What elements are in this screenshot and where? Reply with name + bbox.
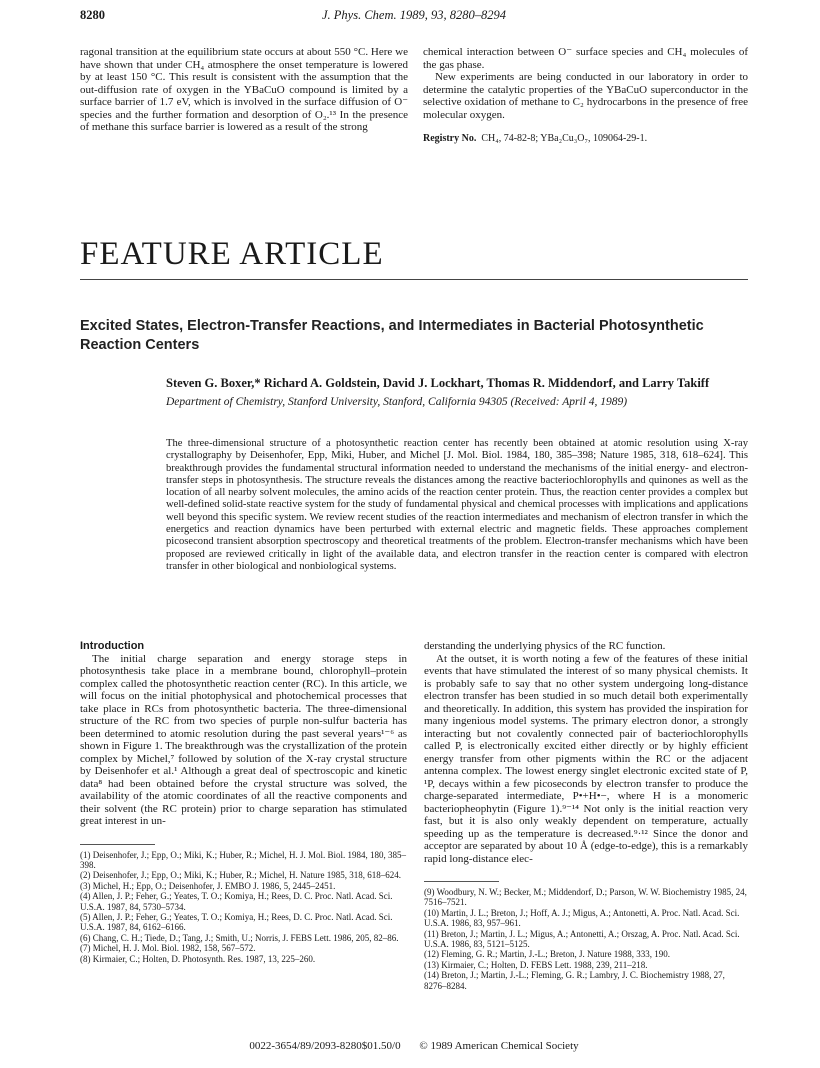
footnote: (6) Chang, C. H.; Tiede, D.; Tang, J.; Smith, U.; Norris, J. FEBS Lett. 1986, 205, 82–86.	[80, 932, 399, 943]
footnote: (11) Breton, J.; Martin, J. L.; Migus, A.; Antonetti, A.; Orszag, A. Proc. Natl. Acad. Sci. U.S.A. 1986, 83, 5121–5125.	[424, 928, 740, 950]
body-paragraph: At the outset, it is worth noting a few of the features of these initial events that have stimulated the interest of so many physical chemists. It is probably safe to say that no other system undergoing long-distance electron transfer has been studied in so much detail both experimentally and theoretically. In addition, this system has provided the inspiration for many ingenious model systems. The primary electron donor, a strongly interacting but not covalently connected pair of bacteriochlorophylls called P, is electronically excited either directly or by highly efficient energy transfer from other pigments within the RC or the adjacent antenna complex. The lowest energy singlet electronic excited state of P, ¹P, decays within a few picoseconds by electron transfer to produce the charge-separated intermediate, P•+H•−, where H is a monomeric bacteriopheophytin (Figure 1).⁹⁻¹⁴ Not only is the initial reaction very fast, but it is also only weakly dependent on temperature, actually speeding up as the temperature is decreased.⁹·¹² Since the donor and acceptor are separated by about 10 Å (edge-to-edge), this is a remarkably rapid long-distance elec-	[424, 652, 748, 865]
article-code: 0022-3654/89/2093-8280$01.50/0	[249, 1040, 401, 1052]
registry-values: CH₄, 74-82-8; YBa₂Cu₃O₇, 109064-29-1.	[481, 133, 648, 144]
footnote-rule	[424, 881, 499, 882]
copyright-notice: © 1989 American Chemical Society	[419, 1040, 579, 1052]
footnote: (10) Martin, J. L.; Breton, J.; Hoff, A. J.; Migus, A.; Antonetti, A. Proc. Natl. Acad. Sci. U.S.A. 1986, 83, 957–961.	[424, 907, 740, 929]
footnote: (5) Allen, J. P.; Feher, G.; Yeates, T. O.; Komiya, H.; Rees, D. C. Proc. Natl. Acad. Sci. U.S.A. 1987, 84, 6162–6166.	[80, 911, 393, 933]
registry-numbers	[423, 133, 748, 146]
body-paragraph: derstanding the underlying physics of the RC function.	[424, 640, 666, 652]
previous-article-paragraph: chemical interaction between O⁻ surface species and CH₄ molecules of the gas phase.	[423, 46, 748, 71]
previous-article-paragraph: ragonal transition at the equilibrium state occurs at about 550 °C. Here we have shown that under CH₄ atmosphere the onset temperature is lowered by at least 150 °C. This result is consistent with the assumption that the out-diffusion rate of oxygen in the YBaCuO compound is limited by a surface barrier of 1.7 eV, which is involved in the surface diffusion of O⁻ species and the further formation and desorption of O₂.¹³ In the presence of methane this surface barrier is lowered as a result of the strong	[80, 46, 408, 133]
page-number: 8280	[80, 8, 105, 22]
body-right-column	[424, 640, 748, 991]
page-footer	[80, 1040, 748, 1052]
footnote: (4) Allen, J. P.; Feher, G.; Yeates, T. O.; Komiya, H.; Rees, D. C. Proc. Natl. Acad. Sci. U.S.A. 1987, 84, 5730–5734.	[80, 891, 393, 912]
banner-rule	[80, 279, 748, 280]
registry-label: Registry No.	[423, 133, 477, 144]
footnote: (8) Kirmaier, C.; Holten, D. Photosynth. Res. 1987, 13, 225–260.	[80, 953, 316, 964]
footnote: (1) Deisenhofer, J.; Epp, O.; Miki, K.; Huber, R.; Michel, H. J. Mol. Biol. 1984, 180, 385–398.	[80, 849, 407, 870]
footnote: (2) Deisenhofer, J.; Epp, O.; Miki, K.; Huber, R.; Michel, H. Nature 1985, 318, 618–624.	[80, 870, 401, 881]
previous-article-paragraph: New experiments are being conducted in our laboratory in order to determine the catalytic properties of the YBaCuO superconductor in the selective oxidation of methane to C₂ hydrocarbons in the presence of free molecular oxygen.	[423, 71, 748, 121]
body-paragraph: The initial charge separation and energy storage steps in photosynthesis take place in a membrane bound, chlorophyll–protein complex called the photosynthetic reaction center (RC). In this article, we will focus on the initial photophysical and photochemical processes that take place in RCs from photosynthetic bacteria. The three-dimensional structure of the RC from two species of purple non-sulfur bacteria has been determined to atomic resolution during the past several years¹⁻⁶ as shown in Figure 1. The breakthrough was the crystallization of the protein complex by Michel,⁷ followed by solution of the X-ray crystal structure by Deisenhofer et al.¹ Although a great deal of spectroscopic and kinetic data⁸ had been obtained before the crystal structure was solved, the availability of the atomic coordinates of all the reactive components and their solvent (the RC protein) prior to charge separation has stimulated great interest in un-	[80, 652, 407, 827]
footnote: (12) Fleming, G. R.; Martin, J.-L.; Breton, J. Nature 1988, 333, 190.	[424, 949, 670, 960]
article-title: Excited States, Electron-Transfer Reactions, and Intermediates in Bacterial Photosynthetic Reaction Centers	[80, 318, 704, 353]
running-header	[80, 8, 748, 26]
body-left-column	[80, 640, 407, 964]
footnote-rule	[80, 844, 155, 845]
article-affiliation: Department of Chemistry, Stanford University, Stanford, California 94305 (Received: April 4, 1989)	[166, 396, 628, 408]
footnote: (7) Michel, H. J. Mol. Biol. 1982, 158, 567–572.	[80, 943, 256, 954]
footnote: (9) Woodbury, N. W.; Becker, M.; Middendorf, D.; Parson, W. W. Biochemistry 1985, 24, 7516–7521.	[424, 887, 747, 908]
footnote: (14) Breton, J.; Martin, J.-L.; Fleming, G. R.; Lambry, J. C. Biochemistry 1988, 27, 8276–8284.	[424, 970, 725, 991]
footnote: (3) Michel, H.; Epp, O.; Deisenhofer, J. EMBO J. 1986, 5, 2445–2451.	[80, 880, 336, 891]
journal-citation: J. Phys. Chem. 1989, 93, 8280–8294	[321, 8, 506, 22]
section-banner: FEATURE ARTICLE	[80, 236, 384, 272]
section-heading-introduction: Introduction	[80, 640, 145, 652]
previous-article-right-column	[423, 46, 748, 146]
article-abstract: The three-dimensional structure of a photosynthetic reaction center has recently been obtained at atomic resolution using X-ray crystallography by Deisenhofer, Epp, Miki, Huber, and Michel [J. Mol. Biol. 1984, 180, 385–398; Nature 1985, 318, 618–624]. This breakthrough provides the fundamental structural information needed to understand the mechanisms of the initial energy- and electron-transfer steps in photosynthesis. The structure reveals the distances among the reactive bacteriochlorophylls and quinones as well as the location of all nearby solvent molecules, the amino acids of the reaction center protein. Thus, the reaction center provides a complex but well-defined solid-state reactive system for the study of fundamental physical and chemical processes with implications and applications well beyond this specific system. We review recent studies of the reaction intermediates and mechanism of electron transfer in which the energetics and reaction dynamics have been perturbed with external electric and magnetic fields. These approaches complement picosecond transient absorption spectroscopy and theoretical treatments of the problem. Electron-transfer mechanisms which have been proposed are reviewed critically in light of the available data, and electron transfer in the reaction center is compared with electron transfer in other biological and nonbiological systems.	[166, 438, 748, 572]
article-authors: Steven G. Boxer,* Richard A. Goldstein, David J. Lockhart, Thomas R. Middendorf, and Larry Takiff	[166, 376, 710, 390]
footnote: (13) Kirmaier, C.; Holten, D. FEBS Lett. 1988, 239, 211–218.	[424, 959, 648, 970]
previous-article-left-column	[80, 46, 408, 134]
